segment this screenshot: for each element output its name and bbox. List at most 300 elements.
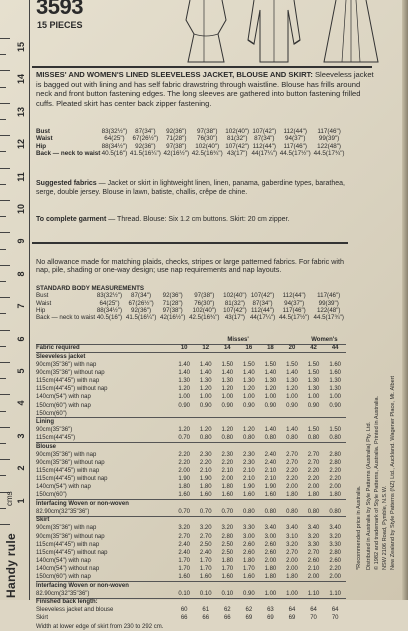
fabric-amount <box>238 442 260 450</box>
fabric-row <box>36 418 346 426</box>
fabric-amount: 1.40 <box>199 369 212 376</box>
fabric-amount <box>195 442 217 450</box>
rule-number: 8 <box>16 271 26 277</box>
fabric-amount: 1.30 <box>221 378 234 385</box>
fabric-amount: 62 <box>245 607 253 614</box>
fabric-amount <box>324 582 346 590</box>
fabric-row-label: Blouse <box>36 442 173 450</box>
fabric-amount: 1.50 <box>243 361 255 368</box>
fabric-amount: 0.90 <box>178 402 191 409</box>
rule-half-tick <box>0 475 6 476</box>
to-complete-text: — Thread. Blouse: Six 1.2 cm buttons. Skirt: 20 cm zipper. <box>106 216 290 223</box>
measurement-value: 87(34") <box>254 135 275 143</box>
fabric-row <box>36 582 346 590</box>
fabric-amount: 69 <box>288 615 296 622</box>
fabric-amount: 3.20 <box>286 541 298 548</box>
fabric-row <box>36 508 346 516</box>
fabric-amount: 2.10 <box>243 476 255 483</box>
fabric-amount: 1.60 <box>199 492 212 499</box>
fabric-row-label: 115cm(44"45") without nap <box>36 476 108 483</box>
fabric-amount <box>195 516 217 524</box>
fabric-amount: 0.80 <box>307 508 320 515</box>
body-measurements-table <box>36 128 346 158</box>
fabric-row <box>36 598 346 606</box>
fabric-amount: 2.70 <box>178 533 191 540</box>
fabric-row <box>36 606 346 614</box>
fabric-amount: 1.40 <box>264 369 277 376</box>
jacket-sketch <box>176 0 236 62</box>
fabric-row-label: 90cm(35"36") without nap <box>36 459 105 466</box>
fabric-amount: 1.40 <box>178 361 191 368</box>
measurement-value: 83(32½") <box>101 128 128 135</box>
side-note-line-4: NSW 2106 Road, Pymble, N.S.W. <box>382 485 388 570</box>
measurement-value: 43(17") <box>226 150 248 158</box>
fabric-amount: 1.20 <box>243 427 255 434</box>
measurement-value: 92(36") <box>162 292 183 300</box>
fabric-amount: 66 <box>202 615 210 622</box>
rule-tick <box>0 103 10 104</box>
fabric-amount: 1.50 <box>221 361 234 368</box>
measurement-row <box>36 292 346 299</box>
measurement-label: Back — neck to waist <box>36 150 101 158</box>
fabric-amount: 1.40 <box>286 369 298 376</box>
fabric-amount: 1.60 <box>178 492 191 499</box>
fabric-amount: 3.20 <box>307 533 320 540</box>
fabric-amount: 1.20 <box>221 386 234 393</box>
measurement-row <box>36 128 346 135</box>
fabric-amount: 2.10 <box>307 566 320 573</box>
measurement-value: 112(44") <box>282 292 306 300</box>
rule-half-tick <box>0 184 6 185</box>
fabric-amount: 1.40 <box>264 427 277 434</box>
fabric-amount: 0.10 <box>178 590 191 597</box>
fabric-row <box>36 393 346 401</box>
fabric-row <box>36 361 346 369</box>
piece-count: 15 PIECES <box>37 20 83 30</box>
measurement-row <box>36 150 346 157</box>
fabric-amount: 0.10 <box>221 590 234 597</box>
fabric-amount: 1.80 <box>221 484 234 491</box>
measurement-label: Back — neck to waist <box>36 314 96 322</box>
measurement-value: 71(28") <box>166 135 187 143</box>
fabric-amount: 1.50 <box>307 361 320 368</box>
fabric-amount <box>324 516 346 524</box>
fabric-row <box>36 467 346 475</box>
fabric-amount: 2.30 <box>243 451 255 458</box>
fabric-amount: 69 <box>267 615 274 622</box>
fabric-amount: 1.20 <box>286 386 298 393</box>
measurement-value: 102(40") <box>192 306 217 314</box>
fabric-row-label: Skirt <box>36 615 48 622</box>
fabric-row <box>36 492 346 500</box>
fabric-amount <box>217 623 239 631</box>
fabric-row-label: Finished back length: <box>36 598 173 606</box>
rule-number: 10 <box>16 204 26 215</box>
fabric-amount: 1.80 <box>178 484 191 491</box>
fabric-amount: 2.10 <box>264 476 277 483</box>
side-note-line-1: *Recommended price in Australia. <box>356 485 362 570</box>
fabric-amount: 1.30 <box>264 378 277 385</box>
fabric-amount: 2.00 <box>286 484 298 491</box>
fabric-amount: 1.50 <box>329 427 342 434</box>
fabric-amount: 1.70 <box>178 566 191 573</box>
fabric-amount: 2.20 <box>307 468 320 475</box>
fabric-amount: 1.00 <box>286 394 298 401</box>
rule-number: 9 <box>16 238 26 244</box>
fabric-amount: 2.70 <box>286 549 298 556</box>
fabric-amount: 3.20 <box>329 533 342 540</box>
fabric-amount <box>324 442 346 450</box>
fabric-row-label: 140cm(54") without nap <box>36 566 100 573</box>
fabric-amount <box>281 418 303 426</box>
fabric-amount: 1.90 <box>243 484 255 491</box>
side-note-line-5: New Zealand by Style Patterns (NZ) Ltd., Auckland. Wagener Place, Mt. Albert <box>390 375 396 570</box>
fabric-row-label: 115cm(44"45") with nap <box>36 378 100 385</box>
fabric-amount: 1.60 <box>199 574 212 581</box>
blouse-sketch <box>244 0 304 62</box>
fabric-amount <box>173 442 195 450</box>
fabric-amount <box>173 418 195 426</box>
fabric-amount: 2.00 <box>178 468 191 475</box>
fabric-amount: 3.40 <box>329 525 342 532</box>
measurement-value: 64(25") <box>99 299 120 307</box>
envelope-edge-shadow <box>402 0 408 600</box>
fabric-amount: 2.20 <box>329 476 342 483</box>
measurement-value: 41.5(16¼") <box>129 150 161 158</box>
fabric-amount: 1.30 <box>329 386 342 393</box>
fabric-amount <box>260 500 282 508</box>
fabric-amount: 2.70 <box>307 451 320 458</box>
measurement-label: Hip <box>36 306 46 314</box>
fabric-row <box>36 402 346 410</box>
rule-number: 14 <box>16 74 26 85</box>
fabric-amount <box>173 516 195 524</box>
size-header: 44 <box>324 344 346 352</box>
fabric-amount: 2.00 <box>264 558 277 565</box>
fabric-amount: 2.00 <box>286 566 298 573</box>
fabric-amount: 1.20 <box>221 427 234 434</box>
fabric-amount: 3.30 <box>243 525 255 532</box>
fabric-amount: 2.80 <box>329 549 342 556</box>
side-note-line-3: © 1982 and trademark of Style Patterns, Australia. Printed in Australia. <box>374 395 380 570</box>
measurement-value: 99(39") <box>318 135 340 143</box>
size-header: 20 <box>281 344 303 352</box>
fabric-amount <box>281 582 303 590</box>
rule-half-tick <box>0 216 6 217</box>
measurement-value: 44(17¼") <box>251 150 278 158</box>
fabric-amount: 3.10 <box>286 533 298 540</box>
measurement-value: 122(48") <box>316 306 341 314</box>
fabric-row <box>36 377 346 385</box>
measurement-value: 43(17") <box>224 314 245 322</box>
side-note-line-2: Distributed in Australia by Style Patterns (Australia) Pty. Ltd. <box>366 421 372 570</box>
rule-half-tick <box>0 411 6 412</box>
measurement-value: 107(42") <box>223 306 247 314</box>
fabric-amount <box>173 623 195 631</box>
fabric-amount <box>238 598 260 606</box>
fabric-amount: 1.40 <box>243 369 255 376</box>
fabric-amount <box>281 598 303 606</box>
rule-number: 4 <box>16 400 26 406</box>
fabric-amount <box>324 418 346 426</box>
rule-tick <box>0 168 10 169</box>
rule-half-tick <box>0 87 6 88</box>
fabric-amount: 2.10 <box>221 468 234 475</box>
fabric-row-label: Lining <box>36 418 173 426</box>
fabric-row <box>36 459 346 467</box>
rule-tick <box>0 200 10 201</box>
fabric-amount: 60 <box>180 607 188 614</box>
fabric-row <box>36 483 346 491</box>
standard-measurements-heading: STANDARD BODY MEASUREMENTS <box>36 285 145 292</box>
fabric-amount: 2.70 <box>286 459 298 466</box>
womens-group-label: Women's <box>311 336 338 343</box>
rule-tick <box>0 394 10 395</box>
fabric-amount: 2.60 <box>243 549 255 556</box>
fabric-amount <box>324 623 346 631</box>
fabric-amount: 69 <box>245 615 253 622</box>
fabric-amount: 1.10 <box>307 590 320 597</box>
fabric-amount: 61 <box>202 607 210 614</box>
measurement-value: 64(25") <box>104 135 125 143</box>
fabric-row <box>36 434 346 442</box>
fabric-row <box>36 475 346 483</box>
fabric-row-label: 90cm(35"36") <box>36 427 73 434</box>
measurement-value: 81(32") <box>226 135 248 143</box>
fabric-amount: 1.20 <box>199 386 212 393</box>
fabric-amount <box>260 410 282 418</box>
fabric-amount: 0.90 <box>243 402 255 409</box>
measurement-value: 87(34") <box>131 292 152 300</box>
measurement-label: Waist <box>36 135 53 143</box>
fabric-row <box>36 533 346 541</box>
measurement-value: 112(44") <box>251 306 275 314</box>
fabric-amount: 2.70 <box>307 549 320 556</box>
fabric-amount: 1.00 <box>199 394 212 401</box>
fabric-amount: 1.90 <box>199 476 212 483</box>
fabric-row-label: Width at lower edge of skirt from 230 to 292 cm. <box>36 623 164 630</box>
fabric-amount: 1.40 <box>286 427 298 434</box>
fabric-amount: 2.30 <box>243 459 255 466</box>
fabric-amount: 2.50 <box>221 541 234 548</box>
description-title: MISSES' AND WOMEN'S LINED SLEEVELESS JACKET, BLOUSE AND SKIRT: <box>36 70 313 79</box>
suggested-fabrics-label: Suggested fabrics <box>36 180 97 187</box>
fabric-amount: 2.20 <box>286 476 298 483</box>
rule-tick <box>0 232 10 233</box>
measurement-row <box>36 314 346 321</box>
rule-half-tick <box>0 119 6 120</box>
fabric-amount: 0.80 <box>199 435 212 442</box>
fabric-amount: 2.20 <box>199 459 212 466</box>
fabric-amount: 64 <box>310 607 317 614</box>
rule-half-tick <box>0 249 6 250</box>
fabric-amount <box>281 410 303 418</box>
rule-number: 1 <box>16 498 26 504</box>
fabric-amount: 70 <box>310 615 317 622</box>
rule-title: Handy rule <box>4 532 18 598</box>
fabric-amount: 0.90 <box>221 402 234 409</box>
measurement-value: 88(34½") <box>101 142 128 150</box>
fabric-amount: 3.20 <box>178 525 191 532</box>
fabric-row <box>36 369 346 377</box>
fabric-amount: 0.80 <box>329 435 342 442</box>
fabric-amount: 1.50 <box>307 427 320 434</box>
fabric-row-label: 90cm(35"36") with nap <box>36 361 97 368</box>
fabric-amount <box>238 582 260 590</box>
fabric-amount <box>324 410 346 418</box>
fabric-row <box>36 451 346 459</box>
measurement-row <box>36 307 346 314</box>
fabric-amount: 1.70 <box>243 566 255 573</box>
fabric-amount <box>281 623 303 631</box>
measurement-value: 107(42") <box>250 292 275 300</box>
measurement-value: 88(34½") <box>96 306 123 314</box>
fabric-amount: 1.50 <box>286 361 298 368</box>
fabric-amount: 2.40 <box>199 549 212 556</box>
fabric-row <box>36 524 346 532</box>
fabric-row <box>36 500 346 508</box>
fabric-amount: 66 <box>223 615 231 622</box>
rule-number: 12 <box>16 139 26 150</box>
suggested-fabrics-text: — Jacket or skirt in lightweight linen, linen, panama, gaberdine types, barathea, serge, double jersey. Blouse in lawn, batiste, challis, crêpe de chine. <box>36 180 345 196</box>
fabric-row <box>36 557 346 565</box>
fabric-amount <box>217 352 239 360</box>
size-header-row <box>36 344 346 352</box>
fabric-row-label: 90cm(35"36") with nap <box>36 451 97 458</box>
fabric-row <box>36 426 346 434</box>
measurement-value: 94(37") <box>285 135 306 143</box>
fabric-amount <box>303 500 325 508</box>
fabric-amount: 1.30 <box>307 378 320 385</box>
fabric-amount: 64 <box>331 607 339 614</box>
fabric-amount: 2.20 <box>178 451 191 458</box>
fabric-amount <box>173 352 195 360</box>
fabric-amount: 1.60 <box>221 492 234 499</box>
fabric-amount: 0.80 <box>264 508 277 515</box>
fabric-amount <box>238 352 260 360</box>
measurement-label: Bust <box>36 128 50 135</box>
fabric-amount <box>303 410 325 418</box>
fabric-amount: 0.80 <box>243 435 255 442</box>
fabric-amount: 1.80 <box>221 558 234 565</box>
size-header: 16 <box>238 344 260 352</box>
fabric-amount <box>303 582 325 590</box>
fabric-amount <box>217 516 239 524</box>
fabric-amount: 1.80 <box>243 558 255 565</box>
size-header: 18 <box>260 344 282 352</box>
fabric-amount: 70 <box>331 615 339 622</box>
fabric-amount: 2.60 <box>243 541 255 548</box>
fabric-amount <box>260 352 282 360</box>
fabric-amount: 1.00 <box>286 590 298 597</box>
fabric-row-label: 90cm(35"36") without nap <box>36 533 105 540</box>
fabric-row-label: 150cm(60") with nap <box>36 574 91 581</box>
fabric-amount: 1.50 <box>307 369 320 376</box>
fabric-amount: 3.00 <box>243 533 255 540</box>
rule-tick <box>0 330 10 331</box>
fabric-amount <box>281 500 303 508</box>
fabric-amount: 1.40 <box>178 369 191 376</box>
fabric-amount: 2.40 <box>178 549 191 556</box>
fabric-amount: 1.00 <box>264 590 277 597</box>
measurement-value: 112(44") <box>252 142 277 150</box>
fabric-amount: 64 <box>288 607 296 614</box>
rule-number: 15 <box>16 42 26 53</box>
measurement-row <box>36 300 346 307</box>
fabric-amount: 2.00 <box>329 574 342 581</box>
size-header: 42 <box>303 344 325 352</box>
fabric-amount <box>260 598 282 606</box>
fabric-amount: 2.20 <box>329 468 342 475</box>
fabric-amount <box>303 623 325 631</box>
measurement-value: 87(34") <box>252 299 273 307</box>
fabric-amount: 3.30 <box>329 541 342 548</box>
fabric-amount: 2.10 <box>243 468 255 475</box>
fabric-amount: 0.80 <box>243 508 255 515</box>
fabric-amount <box>173 598 195 606</box>
measurement-value: 67(26½") <box>132 135 159 143</box>
fabric-amount: 1.20 <box>264 386 277 393</box>
fabric-amount <box>217 582 239 590</box>
fabric-amount <box>195 410 217 418</box>
fabric-amount: 63 <box>267 607 274 614</box>
fabric-amount: 2.70 <box>286 451 298 458</box>
fabric-amount: 1.90 <box>178 476 191 483</box>
rule-tick <box>0 362 10 363</box>
fabric-row-label: 82.90cm(32"35"36") <box>36 590 90 597</box>
fabric-amount: 1.50 <box>264 361 277 368</box>
fabric-amount <box>195 500 217 508</box>
blank-cell <box>36 336 173 344</box>
fabric-row-label: Interfacing Woven or non-woven <box>36 500 173 508</box>
measurement-value: 102(40") <box>195 142 220 150</box>
fabric-row <box>36 549 346 557</box>
fabric-amount: 0.90 <box>307 402 320 409</box>
fabric-amount <box>260 418 282 426</box>
measurement-label: Waist <box>36 299 52 307</box>
fabric-row <box>36 410 346 418</box>
fabric-row-label: 140cm(54") with nap <box>36 484 91 491</box>
fabric-amount <box>303 352 325 360</box>
fabric-amount: 2.00 <box>221 476 234 483</box>
fabric-amount: 2.10 <box>199 468 212 475</box>
measurement-value: 76(30") <box>194 299 215 307</box>
fabric-amount: 1.20 <box>199 427 212 434</box>
rule-number: 13 <box>16 106 26 117</box>
rule-half-tick <box>0 378 6 379</box>
measurement-value: 102(40") <box>225 128 250 135</box>
fabric-amount: 1.80 <box>264 566 277 573</box>
fabric-amount: 1.60 <box>221 574 234 581</box>
fabric-amount <box>303 598 325 606</box>
fabric-amount: 2.10 <box>264 468 277 475</box>
fabric-amount <box>217 418 239 426</box>
fabric-amount: 1.40 <box>221 369 234 376</box>
rule-tick <box>0 135 10 136</box>
fabric-amount <box>324 500 346 508</box>
fabric-amount: 1.20 <box>243 386 255 393</box>
measurement-value: 117(46") <box>317 128 341 135</box>
fabric-amount: 1.80 <box>264 574 277 581</box>
fabric-amount <box>217 500 239 508</box>
fabric-amount <box>195 623 217 631</box>
fabric-row <box>36 442 346 450</box>
measurement-value: 117(46") <box>282 306 306 314</box>
fabric-amount: 1.00 <box>243 394 255 401</box>
fabric-required-label: Fabric required <box>36 344 173 352</box>
measurement-value: 83(32½") <box>96 292 123 300</box>
rule-number: 2 <box>16 465 26 471</box>
